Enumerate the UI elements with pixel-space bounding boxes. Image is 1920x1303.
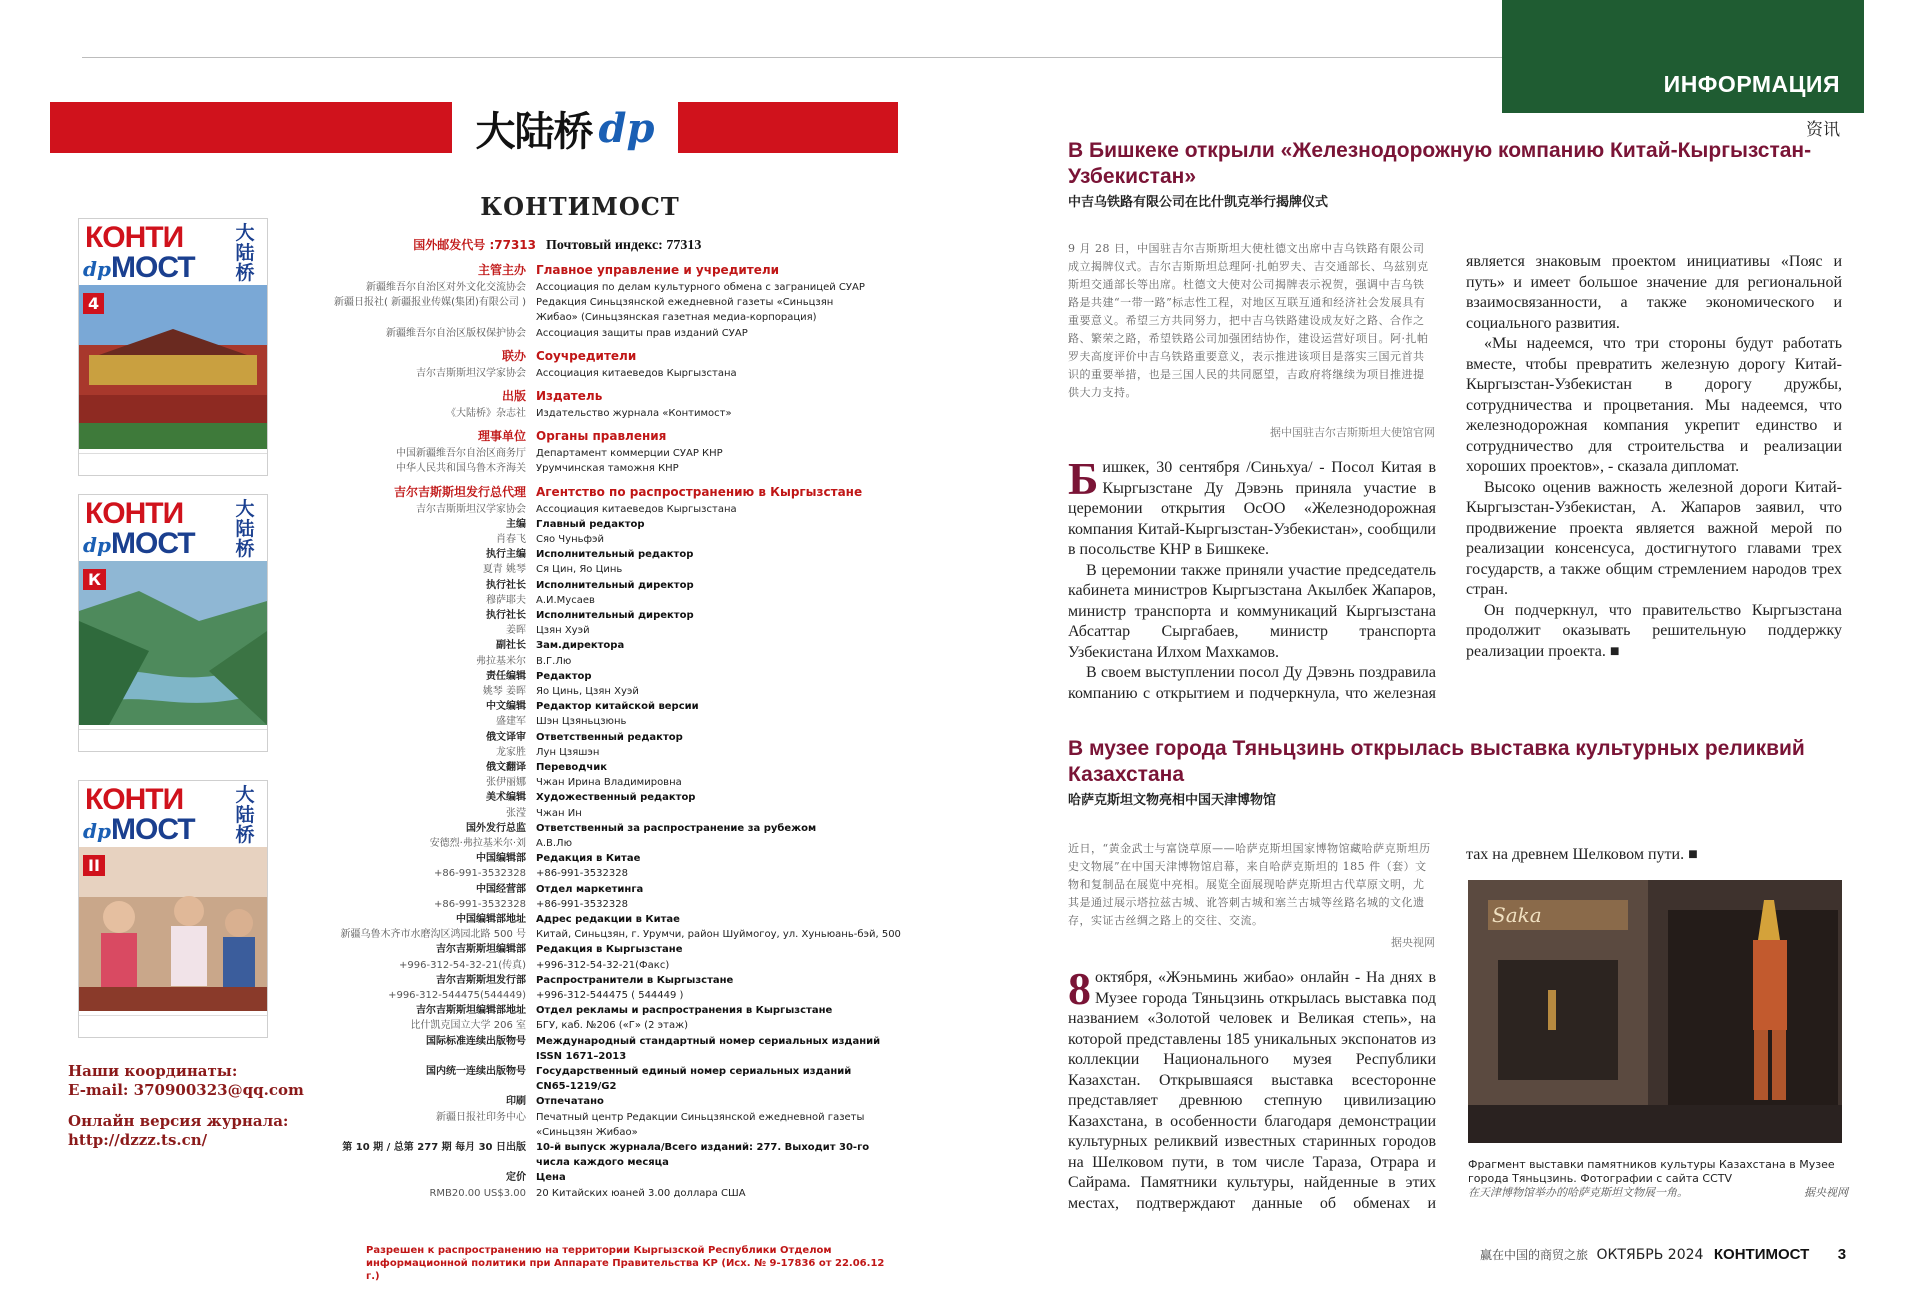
article-subtitle-cn: 中吉乌铁路有限公司在比什凯克举行揭牌仪式 <box>1068 195 1329 210</box>
credit-value-row <box>290 959 910 972</box>
cover-image <box>79 847 267 1015</box>
credit-label-cn: 吉尔吉斯斯坦编辑部地址 <box>416 1005 526 1017</box>
cover-title-cn: 大陆桥 <box>235 498 255 560</box>
credit-value-row <box>290 655 910 668</box>
credit-role-row <box>290 913 910 926</box>
credit-value-ru: Международный стандартный номер сериальных изданий <box>536 1035 881 1047</box>
credit-value-ru: Переводчик <box>536 762 608 773</box>
footer-issue-date: ОКТЯБРЬ 2024 <box>1596 1247 1704 1263</box>
credit-value-row <box>290 1111 910 1124</box>
credit-label-cn: 出版 <box>501 389 526 403</box>
article-paragraph: В своем выступлении посол Ду Дэвэнь поздравила компанию с открытием и подчеркнула, что железная <box>1068 664 1436 702</box>
credit-label-cn: +86-991-3532328 <box>434 868 526 880</box>
credit-value-ru: Ответственный редактор <box>536 731 683 743</box>
credit-label-cn: 执行社长 <box>486 610 526 621</box>
credit-label-cn: 主编 <box>506 518 526 530</box>
credit-value-ru: Ассоциация защиты прав изданий СУАР <box>536 327 748 339</box>
credit-value-ru: числа каждого месяца <box>536 1157 669 1169</box>
credit-value-row <box>290 715 910 728</box>
footer-magazine-name: КОНТИМОСТ <box>1713 1246 1810 1263</box>
credit-value-ru: Сяо Чуньфэй <box>536 534 605 545</box>
credit-label-cn: 新疆维吾尔自治区版权保护协会 <box>386 327 526 339</box>
credit-label-cn: 弗拉基米尔 <box>476 655 526 667</box>
credit-value-ru: Главный редактор <box>536 518 645 530</box>
credit-role-row <box>290 1065 910 1078</box>
credit-role-row <box>290 1095 910 1108</box>
cover-title-cn: 大陆桥 <box>235 784 255 846</box>
credit-value-row <box>290 685 910 698</box>
credit-role-row <box>290 670 910 683</box>
credit-value-ru: Цзян Хуэй <box>536 625 590 637</box>
credit-label-cn: 执行主编 <box>486 549 526 561</box>
credit-value-ru: Печатный центр Редакции Синьцзянской ежедневной газеты <box>536 1111 865 1123</box>
credit-label-cn: 肖春飞 <box>496 534 526 545</box>
credit-label-cn <box>290 1156 536 1169</box>
article-chinese-summary: 9 月 28 日，中国驻吉尔吉斯斯坦大使杜德文出席中吉乌铁路有限公司成立揭牌仪式。吉尔吉斯斯坦总理阿·扎帕罗夫、吉交通部长、乌兹别克斯坦交通部长等出席。杜德文大使对公司揭牌表示祝贺，强调中吉乌铁路是共建“一带一路”标志性工程，对地区互联互通和经济社会发展具有重要意义。希望三方共同努力，把中吉乌铁路建设成友好之路、合作之路、繁荣之路，希望铁路公司加强团结协作，建设运营好项目。阿·扎帕罗夫高度评价中吉乌铁路重要意义，表示推进该项目是落实三国元首共识的重要举措，也是三国人民的共同愿望，吉政府将继续为项目推进提供大力支持。 <box>1068 242 1429 399</box>
credit-label-cn <box>290 1126 536 1139</box>
drop-cap: 8 <box>1068 968 1091 1014</box>
credit-role-row <box>290 609 910 622</box>
credit-role-row <box>290 852 910 865</box>
credit-value-ru: Исполнительный редактор <box>536 549 694 561</box>
credit-label-cn: 新疆维吾尔自治区对外文化交流协会 <box>366 282 526 293</box>
article-subtitle-cn: 哈萨克斯坦文物亮相中国天津博物馆 <box>1068 793 1277 808</box>
credit-label-cn: +86-991-3532328 <box>434 898 526 910</box>
credit-value-ru: Яо Цинь, Цзян Хуэй <box>536 686 639 697</box>
credit-value-ru: Зам.директора <box>536 640 625 652</box>
credit-value-row <box>290 447 910 460</box>
credit-value-ru: А.В.Лю <box>536 838 572 849</box>
credit-label-cn: 国外发行总监 <box>466 822 526 834</box>
credit-label-cn: 执行社长 <box>486 579 526 591</box>
credit-value-row <box>290 837 910 850</box>
article-body-col2 <box>1466 252 1842 662</box>
people-photo-image <box>79 847 267 1011</box>
credit-label-cn: 吉尔吉斯斯坦发行总代理 <box>393 484 526 499</box>
credit-value-ru: Органы правления <box>536 429 667 444</box>
credit-label-cn: 美术编辑 <box>486 792 526 804</box>
cover-title <box>79 495 267 561</box>
credit-label-cn: 张滢 <box>506 807 526 819</box>
credit-value-ru: Ся Цин, Яо Цинь <box>536 564 623 576</box>
credit-label-cn: 夏青 姚琴 <box>482 564 526 576</box>
credit-value-ru: В.Г.Лю <box>536 655 572 667</box>
article-chinese-summary: 近日，“黄金武士与富饶草原——哈萨克斯坦国家博物馆藏哈萨克斯坦历史文物展”在中国天津博物馆启幕，来自哈萨克斯坦的 185 件（套）文物和复制品在展览中亮相。展览全面展现哈萨克斯坦古代草原文明，尤其是通过展示塔拉兹古城、讹答刺古城和塞兰古城等丝路名城的文化遗存，实证古丝绸之路上的交往、交流。 <box>1068 842 1431 927</box>
cover-title-most: МОСТ <box>111 251 195 284</box>
credit-label-cn <box>290 311 536 324</box>
cover-image <box>79 285 267 453</box>
credit-value-row <box>290 746 910 759</box>
drop-cap: Б <box>1068 453 1099 504</box>
credit-role-row <box>290 1004 910 1017</box>
credit-value-ru: Департамент коммерции СУАР КНР <box>536 448 723 460</box>
credit-value-row <box>290 367 910 380</box>
credit-role-row <box>290 943 910 956</box>
credit-role-row <box>290 822 910 835</box>
credit-value-row <box>290 311 910 324</box>
credit-value-ru: Редакция в Китае <box>536 853 641 865</box>
online-version-link[interactable]: http://dzzz.ts.cn/ <box>68 1131 208 1149</box>
credit-label-cn: 中国新疆维吾尔自治区商务厅 <box>396 448 526 460</box>
credit-role-row <box>290 761 910 774</box>
credit-value-ru: Чжан Ин <box>536 807 582 819</box>
cover-footer <box>79 453 267 475</box>
logo-chinese: 大陆桥 <box>475 108 593 155</box>
exhibition-photo <box>1468 880 1842 1143</box>
credit-value-ru: +996-312-544475 ( 544449 ) <box>536 990 684 1001</box>
credit-section-row <box>290 350 910 363</box>
credit-label-cn: 中华人民共和国乌鲁木齐海关 <box>396 463 526 475</box>
credit-value-ru: Отдел маркетинга <box>536 883 644 895</box>
credit-value-ru: Адрес редакции в Китае <box>536 914 680 925</box>
cover-title-most: МОСТ <box>111 813 195 846</box>
credit-value-row <box>290 281 910 294</box>
section-label: ИНФОРМАЦИЯ <box>1663 71 1840 97</box>
credit-label-cn: 副社长 <box>496 640 526 652</box>
credit-value-row <box>290 462 910 475</box>
cover-dp-mark: dp <box>83 819 111 843</box>
credit-value-ru: +996-312-54-32-21(Факс) <box>536 959 670 971</box>
credit-role-row <box>290 731 910 744</box>
distribution-permit: Разрешен к распространению на территории Кыргызской Республики Отделом информационной политики при Аппарате Правительства КР (Исх. № 9-17836 от 22.06.12 г.) <box>366 1245 885 1282</box>
article-paragraph: октября, «Жэньминь жибао» онлайн - На днях в Музее города Тяньцзинь открылась выставка под названием «Золотой человек и Великая степь», на которой представлены 185 уникальных экспонатов из коллекции Национального музея Республики Казахстан. Открывшаяся выставка всесторонне представляет древнюю степную цивилизацию Казахстана, в особенности благодаря демонстрации культурных реликвий известных старинных городов на Шелковом пути, в том числе Тараза, Отрара и Сайрама. Памятники культуры, найденные в этих местах, подтверждают данные об обменах и <box>1068 969 1436 1212</box>
credit-role-row <box>290 518 910 531</box>
credit-role-row <box>290 883 910 896</box>
page-footer <box>1480 1246 1872 1263</box>
photo-caption <box>1468 1158 1848 1200</box>
credit-label-cn: 中国编辑部 <box>476 853 526 865</box>
credit-label-cn: +996-312-54-32-21(传真) <box>399 959 526 971</box>
credit-label-cn: 印刷 <box>506 1096 526 1108</box>
credit-role-row <box>290 639 910 652</box>
credit-value-row <box>290 898 910 911</box>
credit-value-ru: Главное управление и учредители <box>536 263 780 277</box>
credit-value-ru: Распространители в Кыргызстане <box>536 974 734 986</box>
credit-value-row <box>290 1019 910 1032</box>
photo-label-saka: Saka <box>1492 903 1542 927</box>
credit-label-cn: 国内统一连续出版物号 <box>426 1066 526 1077</box>
credit-label-cn: 姜晖 <box>506 625 526 637</box>
credit-value-ru: Отдел рекламы и распространения в Кыргызстане <box>536 1005 833 1017</box>
cover-title-cn: 大陆桥 <box>235 222 255 284</box>
cover-footer <box>79 729 267 751</box>
article-paragraph: «Мы надеемся, что три стороны будут работать вместе, чтобы превратить железную дорогу Китай-Кыргызстан-Узбекистан в дорогу дружбы, сотрудничества и процветания. Мы надеемся, что железнодорожная компания укрепит единство и сотрудничество для строительства и реализации хороших проектов», - сказала дипломат. <box>1466 335 1842 475</box>
credit-value-row <box>290 624 910 637</box>
cover-title <box>79 781 267 847</box>
footer-slogan-cn: 赢在中国的商贸之旅 <box>1480 1248 1589 1262</box>
credit-value-ru: Цена <box>536 1172 566 1184</box>
cover-image <box>79 561 267 729</box>
magazine-cover <box>78 780 268 1038</box>
credit-value-ru: Редактор <box>536 670 592 682</box>
credit-label-cn: 姚琴 姜晖 <box>482 686 526 697</box>
credit-section-row <box>290 390 910 403</box>
credit-value-ru: Соучредители <box>536 348 637 363</box>
cover-dp-mark: dp <box>83 533 111 557</box>
credit-label-cn <box>290 1050 536 1063</box>
credit-label-cn: 主管主办 <box>477 263 526 277</box>
credit-role-row <box>290 548 910 561</box>
postal-index-cn: 国外邮发代号 :77313 <box>413 238 536 252</box>
credit-label-cn: +996-312-544475(544449) <box>388 990 526 1001</box>
contact-email-link[interactable]: E-mail: 370900323@qq.com <box>68 1081 304 1099</box>
credit-value-ru: Редакция в Кыргызстане <box>536 944 683 956</box>
credit-value-row <box>290 807 910 820</box>
credit-label-cn: 张伊丽娜 <box>486 777 526 789</box>
credit-label-cn: 联办 <box>501 348 526 363</box>
credit-value-row <box>290 989 910 1002</box>
credit-section-row <box>290 264 910 277</box>
credit-value-ru: «Синьцзян Жибао» <box>536 1126 638 1138</box>
cover-title-konti: КОНТИ <box>85 497 184 530</box>
masthead-title: КОНТИМОСТ <box>480 192 680 221</box>
credit-label-cn: 盛建军 <box>496 716 526 728</box>
credit-value-row <box>290 296 910 309</box>
article-chinese-source: 据央视网 <box>1391 936 1435 949</box>
cover-issue-badge: К <box>83 569 106 590</box>
credit-section-row <box>290 486 910 499</box>
credit-value-ru: Ассоциация китаеведов Кыргызстана <box>536 503 737 515</box>
credit-label-cn: 比什凯克国立大学 206 室 <box>410 1020 526 1032</box>
credit-label-cn: 吉尔吉斯斯坦汉学家协会 <box>416 367 526 379</box>
credit-value-ru: Ответственный за распространение за рубежом <box>536 822 817 834</box>
credit-value-ru: Урумчинская таможня КНР <box>536 463 679 475</box>
credit-value-row <box>290 407 910 420</box>
forbidden-city-image <box>79 285 267 449</box>
postal-index <box>300 236 900 257</box>
cover-title-konti: КОНТИ <box>85 783 184 816</box>
credit-label-cn: 安德烈·弗拉基米尔·刘 <box>429 838 526 849</box>
top-rule <box>82 57 1502 58</box>
credit-value-ru: Издатель <box>536 389 603 403</box>
credit-role-row <box>290 974 910 987</box>
section-label-cn: 资讯 <box>1806 120 1840 140</box>
credit-value-row <box>290 1187 910 1200</box>
credit-value-ru: БГУ, каб. №206 («Г» (2 этаж) <box>536 1020 688 1032</box>
article-title: В музее города Тяньцзинь открылась выставка культурных реликвий Казахстана <box>1068 737 1805 786</box>
contacts-heading: Наши координаты: <box>68 1062 238 1080</box>
credit-value-row <box>290 776 910 789</box>
cover-dp-mark: dp <box>83 257 111 281</box>
credit-role-row <box>290 791 910 804</box>
credit-value-ru: Ассоциация китаеведов Кыргызстана <box>536 367 737 379</box>
credit-role-row <box>290 1080 910 1093</box>
credit-label-cn: 中国编辑部地址 <box>456 914 526 925</box>
credit-value-ru: Ассоциация по делам культурного обмена с заграницей СУАР <box>536 282 865 293</box>
article-chinese-source: 据中国驻吉尔吉斯斯坦大使馆官网 <box>1270 426 1435 439</box>
credit-label-cn: 《大陆桥》杂志社 <box>446 408 526 419</box>
article-paragraph: ишкек, 30 сентября /Синьхуа/ - Посол Китая в Кыргызстане Ду Дэвэнь приняла участие в церемонии открытия ОсОО «Железнодорожная компания Китай-Кыргызстан-Узбекистан», сообщили в посольстве КНР в Бишкеке. <box>1068 459 1436 558</box>
credit-value-ru: Художественный редактор <box>536 792 696 804</box>
credit-role-row <box>290 1050 910 1063</box>
article-body-col2 <box>1466 845 1842 866</box>
credit-label-cn: 俄文译审 <box>486 731 526 743</box>
cover-issue-badge: 4 <box>83 293 104 314</box>
credit-value-ru: +86-991-3532328 <box>536 868 628 880</box>
credit-label-cn: 责任编辑 <box>486 670 526 682</box>
credit-label-cn: 吉尔吉斯斯坦汉学家协会 <box>416 503 526 515</box>
magazine-cover <box>78 218 268 476</box>
credit-value-row <box>290 503 910 516</box>
article-paragraph: Высоко оценив важность железной дороги Китай-Кыргызстан-Узбекистан, А. Жапаров заявил, что продвижение проекта является важной мерой по реализации консенсуса, достигнутого главами трех государств, а также общим стремлением народов трех стран. <box>1466 478 1842 598</box>
cover-issue-badge: II <box>83 855 105 876</box>
photo-caption-source: 据央视网 <box>1804 1186 1848 1199</box>
page-number: 3 <box>1837 1246 1847 1263</box>
credit-label-cn: 新疆日报社印务中心 <box>436 1111 526 1123</box>
credit-value-row <box>290 563 910 576</box>
credit-value-ru: Исполнительный директор <box>536 610 694 621</box>
article-title: В Бишкеке открыли «Железнодорожную компанию Китай-Кыргызстан-Узбекистан» <box>1068 139 1812 188</box>
credit-value-ru: Исполнительный директор <box>536 579 694 591</box>
credit-label-cn: 第 10 期 / 总第 277 期 每月 30 日出版 <box>342 1142 526 1153</box>
credit-label-cn: 理事单位 <box>477 429 526 444</box>
credit-label-cn: 龙家胜 <box>496 746 526 758</box>
credit-value-ru: Лун Цзяшэн <box>536 746 600 758</box>
credit-label-cn: 新疆日报社( 新疆报业传媒(集团)有限公司 ) <box>334 297 526 309</box>
article-paragraph: Он подчеркнул, что правительство Кыргызстана продолжит оказывать решительную поддержку реализации проекта. ■ <box>1466 601 1842 660</box>
credit-value-ru: Чжан Ирина Владимировна <box>536 777 682 789</box>
credit-label-cn: 定价 <box>506 1172 526 1184</box>
credit-role-row <box>290 1141 910 1154</box>
photo-caption-ru: Фрагмент выставки памятников культуры Казахстана в Музее города Тяньцзинь. Фотографии с сайта CCTV <box>1468 1158 1835 1185</box>
credit-value-ru: Отпечатано <box>536 1096 604 1108</box>
credit-label-cn: RMB20.00 US$3.00 <box>429 1187 526 1199</box>
logo-dp-mark: dp <box>598 104 655 152</box>
credit-label-cn <box>290 1080 536 1093</box>
article-body-col1 <box>1068 453 1436 704</box>
credit-role-row <box>290 1035 910 1048</box>
credit-value-row <box>290 867 910 880</box>
credit-label-cn: 中国经营部 <box>476 883 526 895</box>
credit-role-row <box>290 579 910 592</box>
credit-role-row <box>290 1171 910 1184</box>
credit-value-ru: Издательство журнала «Контимост» <box>536 408 732 419</box>
credit-section-row <box>290 430 910 443</box>
credit-value-ru: Агентство по распространению в Кыргызстане <box>536 484 863 499</box>
credit-value-row <box>290 327 910 340</box>
credit-value-ru: 20 Китайских юаней 3.00 доллара США <box>536 1187 746 1199</box>
credit-value-ru: А.И.Мусаев <box>536 594 595 606</box>
credit-value-ru: ISSN 1671–2013 <box>536 1050 627 1062</box>
photo-caption-cn: 在天津博物馆举办的哈萨克斯坦文物展一角。 <box>1468 1186 1688 1199</box>
magazine-cover <box>78 494 268 752</box>
credit-value-ru: Шэн Цзяньцзюнь <box>536 716 627 728</box>
credit-label-cn: 国际标准连续出版物号 <box>426 1035 526 1047</box>
credit-value-row <box>290 928 910 941</box>
cover-title-most: МОСТ <box>111 527 195 560</box>
river-gorge-image <box>79 561 267 725</box>
magazine-logo <box>452 100 678 156</box>
credit-value-row <box>290 594 910 607</box>
article-paragraph-continued: тах на древнем Шелковом пути. ■ <box>1466 846 1698 863</box>
credit-label-cn: 中文编辑 <box>486 701 526 713</box>
credit-label-cn: 穆萨耶夫 <box>486 594 526 606</box>
cover-title-konti: КОНТИ <box>85 221 184 254</box>
article-paragraph: В церемонии также приняли участие председатель кабинета министров Кыргызстана Акылбек Жапаров, министр транспорта и коммуникаций Кыргызстана Абсаттар Сыргабаев, министр транспорта Узбекистана Илхом Махкамов. <box>1068 561 1436 661</box>
contacts-block <box>68 1062 308 1150</box>
credit-label-cn: 俄文翻译 <box>486 762 526 773</box>
credit-value-ru: 10-й выпуск журнала/Всего изданий: 277. Выходит 30-го <box>536 1142 870 1153</box>
credit-label-cn: 吉尔吉斯斯坦编辑部 <box>436 944 526 956</box>
cover-title <box>79 219 267 285</box>
credit-value-ru: Государственный единый номер сериальных изданий <box>536 1066 852 1077</box>
credit-role-row <box>290 700 910 713</box>
credit-value-ru: Китай, Синьцзян, г. Урумчи, район Шуймогоу, ул. Хуньюань-бэй, 500 <box>536 929 901 941</box>
postal-index-ru: Почтовый индекс: 77313 <box>546 238 702 253</box>
credit-value-ru: +86-991-3532328 <box>536 898 628 910</box>
credit-value-ru: CN65-1219/G2 <box>536 1081 617 1093</box>
credit-value-row <box>290 533 910 546</box>
museum-exhibit-image <box>1468 880 1842 1143</box>
credit-label-cn: 吉尔吉斯斯坦发行部 <box>436 974 526 986</box>
article-body-col1 <box>1068 968 1436 1214</box>
credit-value-ru: Редакция Синьцзянской ежедневной газеты «Синьцзян <box>536 297 834 309</box>
credit-label-cn: 新疆乌鲁木齐市水磨沟区鸿园北路 500 号 <box>340 929 526 941</box>
credit-value-ru: Жибао» (Синьцзянская газетная медиа-корпорация) <box>536 312 817 324</box>
credit-value-ru: Редактор китайской версии <box>536 701 699 713</box>
credit-value-row <box>290 1126 910 1139</box>
credit-role-row <box>290 1156 910 1169</box>
online-version-heading: Онлайн версия журнала: <box>68 1112 289 1130</box>
cover-footer <box>79 1015 267 1037</box>
article-paragraph-continued: является знаковым проектом инициативы «Пояс и путь» и имеет большое значение для региональной взаимосвязанности, а также экономического и социального развития. <box>1466 253 1842 332</box>
